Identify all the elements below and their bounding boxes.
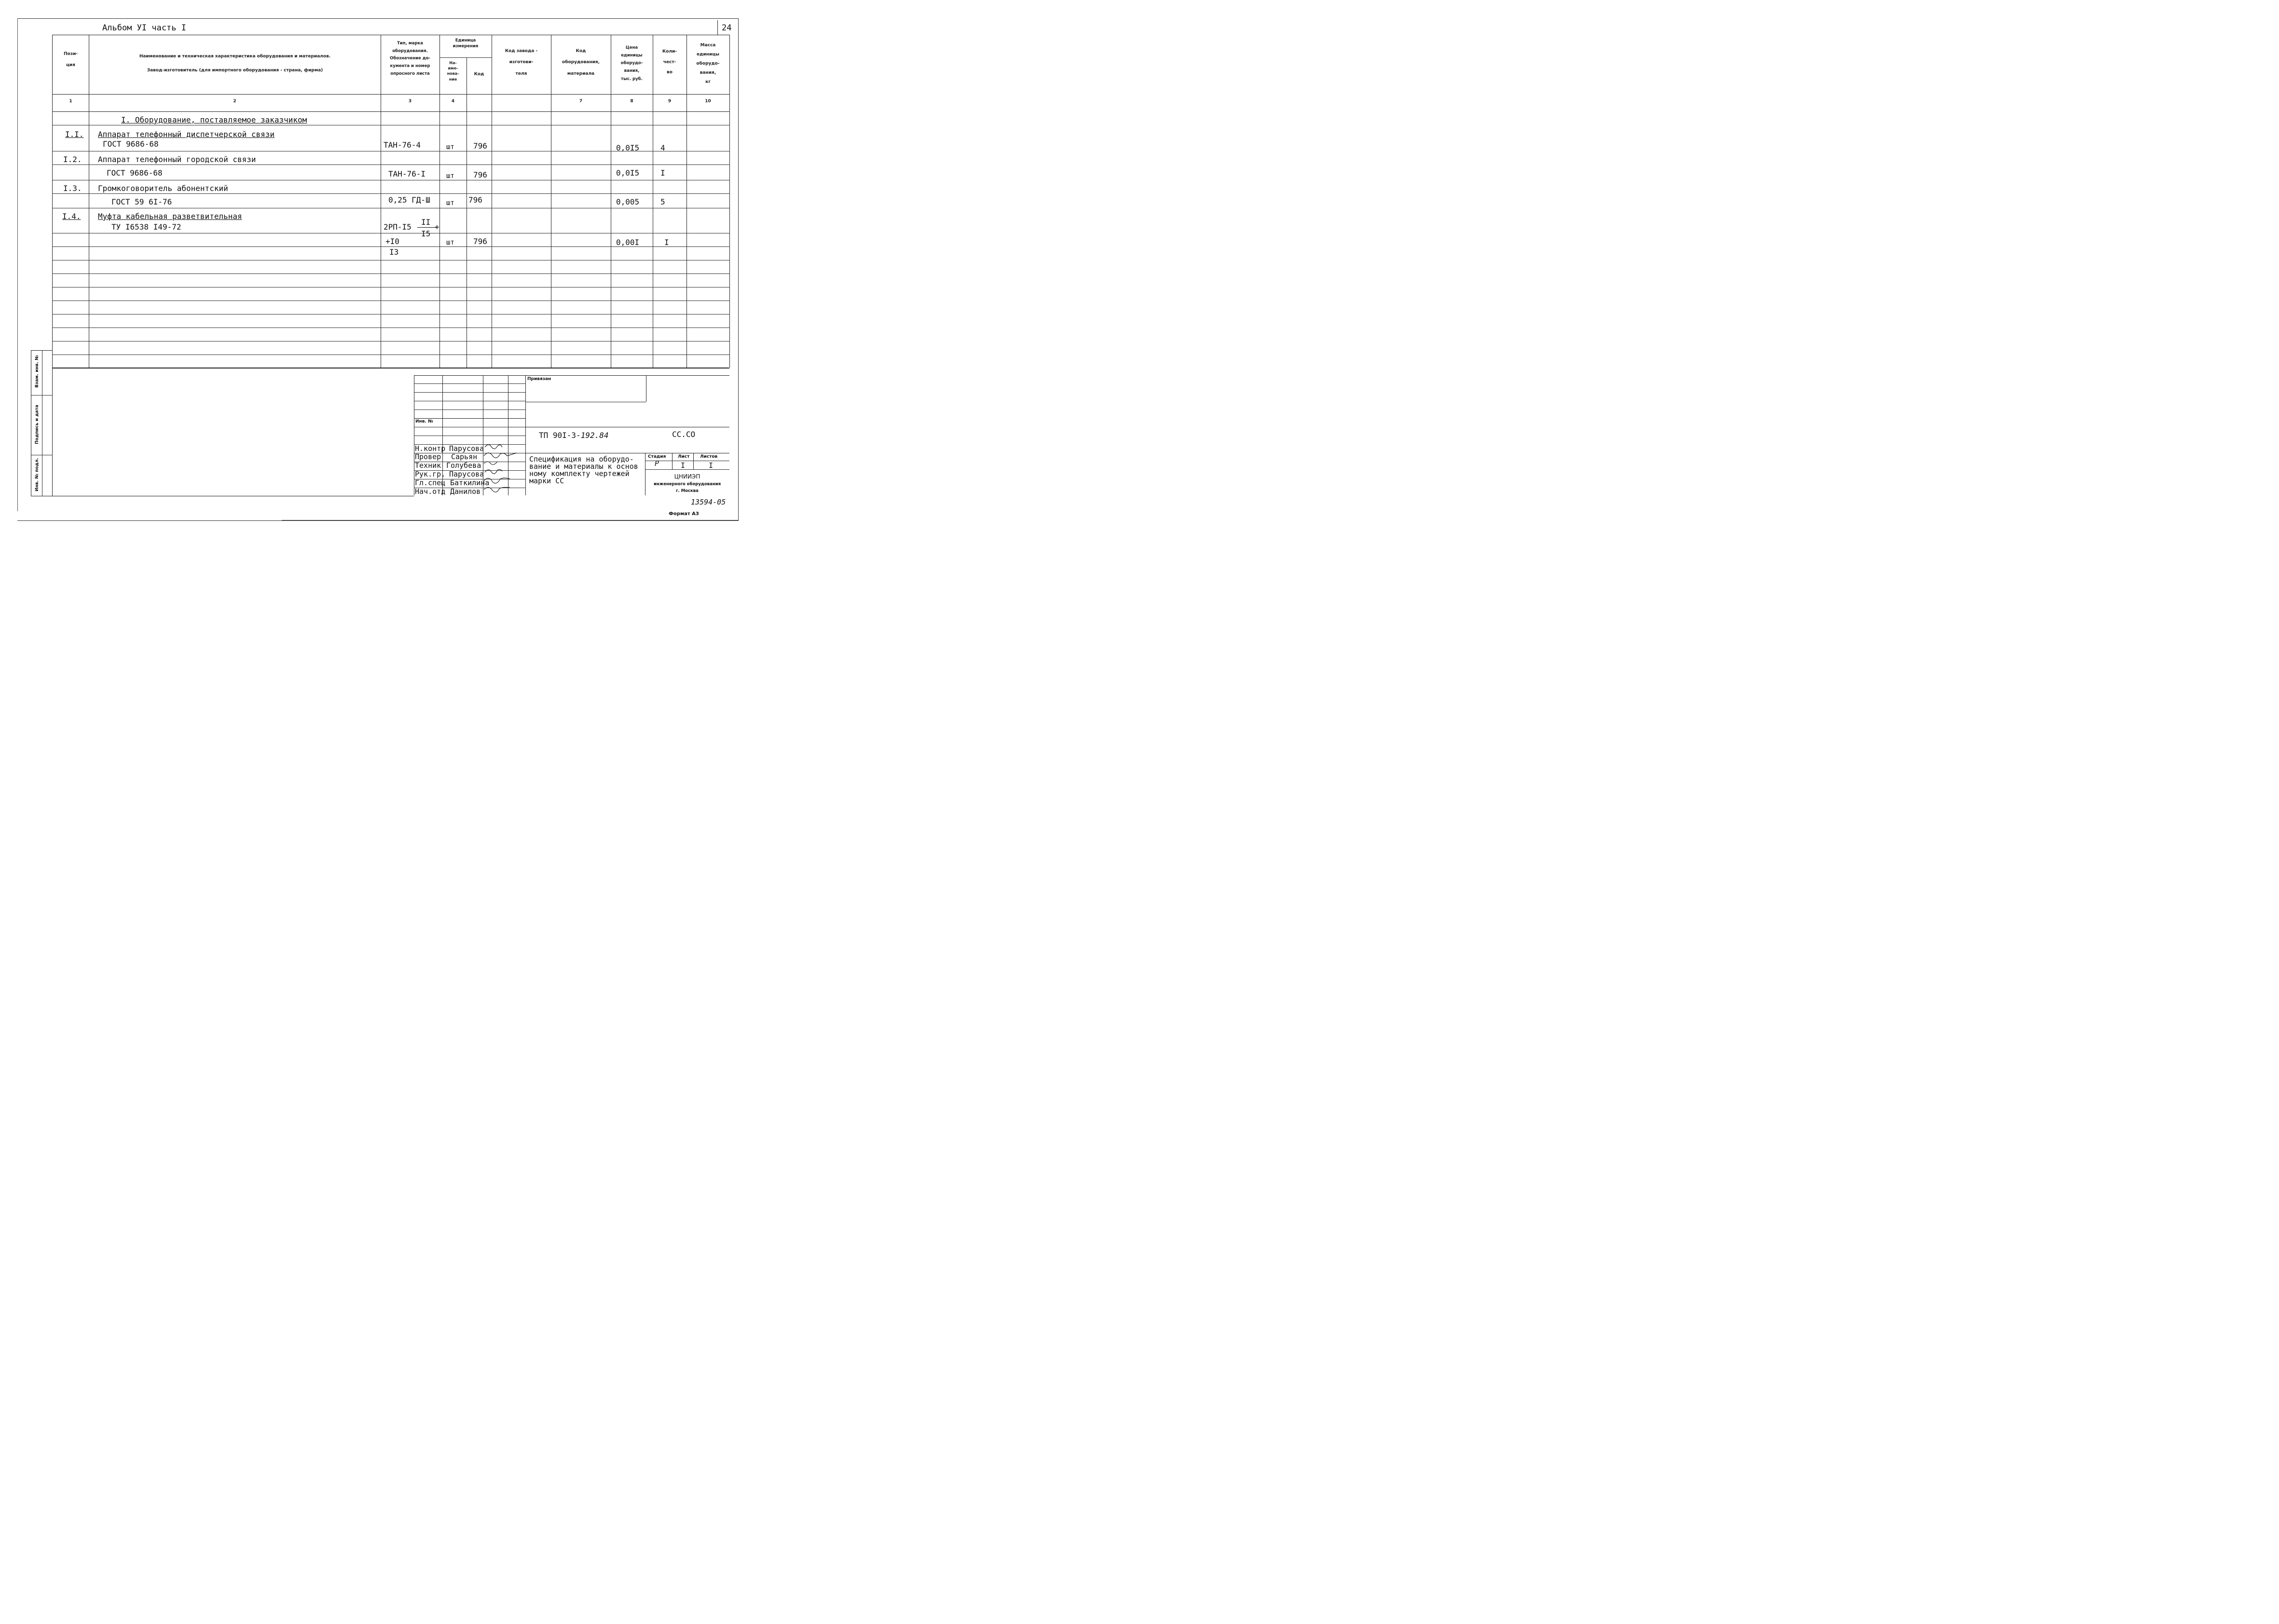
tb-row [414, 383, 525, 384]
item-position: I.2. [63, 155, 82, 164]
tb-sheets: I [709, 461, 714, 470]
header-subdivider [439, 57, 492, 58]
tb-row [414, 392, 525, 393]
tb-name: Парусова [449, 470, 484, 478]
item-price: 0,0I5 [616, 143, 640, 152]
fraction-bar [417, 227, 437, 228]
tb-name: Сарьян [451, 452, 478, 461]
col-number: 3 [408, 99, 412, 104]
col-header-unit-group: Единица измерения [453, 38, 479, 49]
col-number: 7 [579, 99, 583, 104]
tb-privyazan: Привязан [527, 377, 551, 382]
item-quantity: I [660, 168, 665, 177]
item-type-fraction-denominator: I5 [421, 229, 431, 238]
section-title: I. Оборудование, поставляемое заказчиком [121, 115, 307, 124]
tb-inv-no: Инв. № [415, 419, 433, 424]
tb-org-name: ЦНИИЭП [674, 473, 700, 480]
item-type-fraction-numerator: II [421, 218, 431, 227]
item-standard: ГОСТ 9686-68 [103, 139, 159, 149]
tb-sheets-label: Листов [700, 454, 718, 459]
format-label: Формат А3 [669, 511, 699, 517]
tb-row [645, 469, 729, 470]
item-price: 0,00I [616, 238, 640, 247]
side-stamp [31, 350, 53, 496]
item-type: +I0 [385, 237, 399, 246]
col-number: 2 [233, 99, 236, 104]
tb-divider [672, 453, 673, 469]
item-quantity: 5 [660, 197, 665, 206]
tb-sheet-label: Лист [678, 454, 690, 459]
tb-stage: Р [655, 459, 659, 468]
item-unit: шт [446, 172, 454, 180]
numbers-bottom-line [53, 111, 729, 112]
tb-role: Нач.отд [415, 487, 446, 496]
title-block [414, 375, 729, 495]
tb-doc-code-print: ТП 90I-3- [539, 431, 581, 440]
col-header-unit-code: Код [474, 72, 484, 77]
album-label: Альбом УI часть I [102, 23, 186, 33]
tb-name: Парусова [449, 444, 484, 453]
col-divider [439, 35, 440, 368]
item-quantity: I [664, 238, 669, 247]
col-header-unit-name: На- име- нова- ние [447, 61, 459, 82]
item-name: Аппарат телефонный диспетчерской связи [98, 130, 275, 139]
col-header-mass: Масса единицы оборудо- вания, кг [696, 43, 720, 84]
col-number: 4 [451, 99, 455, 104]
col-header-price: Цена единицы оборудо- вания, тыс. руб. [620, 45, 643, 82]
tb-name: Баткилина [450, 478, 490, 487]
tb-row [414, 418, 525, 419]
tb-mark: СС.СО [672, 430, 696, 439]
tb-sheet: I [681, 461, 686, 470]
item-position: I.3. [63, 184, 82, 193]
item-type: ТАН-76-4 [384, 140, 421, 150]
signature-marks [482, 442, 527, 495]
side-stamp-original-inv: Инв. № подл. [35, 458, 40, 491]
item-standard: ГОСТ 9686-68 [107, 168, 163, 177]
item-price: 0,005 [616, 197, 640, 206]
tb-name: Данилов [450, 487, 481, 496]
item-unit-code: 796 [473, 141, 487, 150]
col-header-type: Тип, марка оборудования. Обозначение до- кумента и номер опросного листа [390, 41, 430, 76]
col-number: 8 [630, 99, 633, 104]
tb-role: Рук.гр. [415, 470, 446, 478]
col-number: 10 [705, 99, 711, 104]
col-header-equipment-code: Код оборудования, материала [562, 49, 600, 76]
tb-row [414, 409, 525, 410]
col-header-position: Пози- ция [64, 52, 78, 68]
tb-doc-code [539, 432, 609, 439]
col-number: 9 [668, 99, 672, 104]
tb-name: Голубева [446, 461, 481, 470]
col-header-plant-code: Код завода - изготови- теля [505, 49, 538, 76]
header-bottom-line [53, 94, 729, 95]
tb-divider [693, 453, 694, 469]
item-type: 2РП-I5 [384, 222, 412, 232]
page-number: 24 [722, 23, 732, 33]
row-line [53, 300, 729, 301]
item-position: I.I. [65, 130, 84, 139]
tb-doc-code-hand: 192.84 [580, 431, 609, 440]
item-unit: шт [446, 239, 454, 246]
side-stamp-signature-date: Подпись и дата [35, 405, 40, 444]
item-unit: шт [446, 143, 454, 151]
item-type: 0,25 ГД-Ш [388, 195, 430, 205]
item-type: ТАН-76-I [388, 169, 426, 178]
tb-role: Техник [415, 461, 441, 470]
item-unit: шт [446, 199, 454, 207]
item-standard: ГОСТ 59 6I-76 [111, 197, 172, 206]
col-header-quantity: Коли- чест- во [662, 49, 677, 75]
tb-role: Н.контр [415, 444, 446, 453]
tb-org-name-line2: инженерного оборудования [653, 482, 721, 487]
archive-number: 13594-05 [691, 498, 726, 506]
side-stamp-divider [31, 395, 53, 396]
item-quantity: 4 [660, 143, 665, 152]
item-type: + [435, 222, 439, 232]
col-number: 1 [69, 99, 72, 104]
page-left-border [17, 18, 18, 511]
item-unit-code: 796 [473, 170, 487, 179]
spec-table [52, 35, 730, 368]
item-type: I3 [389, 247, 399, 257]
tb-org-city: г. Москва [676, 489, 699, 493]
tb-role: Гл.спец [415, 478, 446, 487]
row-line [53, 164, 729, 165]
item-standard: ТУ I6538 I49-72 [111, 222, 181, 232]
row-line [53, 193, 729, 194]
item-name: Аппарат телефонный городской связи [98, 155, 256, 164]
item-name: Громкоговоритель абонентский [98, 184, 228, 193]
side-stamp-replacement-inv: Взам. инв. № [35, 355, 40, 388]
item-price: 0,0I5 [616, 168, 640, 177]
tb-stage-label: Стадия [648, 454, 666, 459]
item-unit-code: 796 [473, 237, 487, 246]
row-line [53, 273, 729, 274]
item-name: Муфта кабельная разветвительная [98, 212, 242, 221]
col-header-name: Наименование и техническая характеристика оборудования и материалов. Завод-изготовитель (для импортного оборудования - страна, фирма) [139, 54, 331, 73]
item-unit-code: 796 [468, 195, 482, 205]
tb-document-title: Спецификация на оборудо- вание и материалы к основ ному комплекту чертежей марки СС [529, 455, 638, 485]
tb-role: Провер [415, 452, 441, 461]
item-position: I.4. [62, 212, 81, 221]
